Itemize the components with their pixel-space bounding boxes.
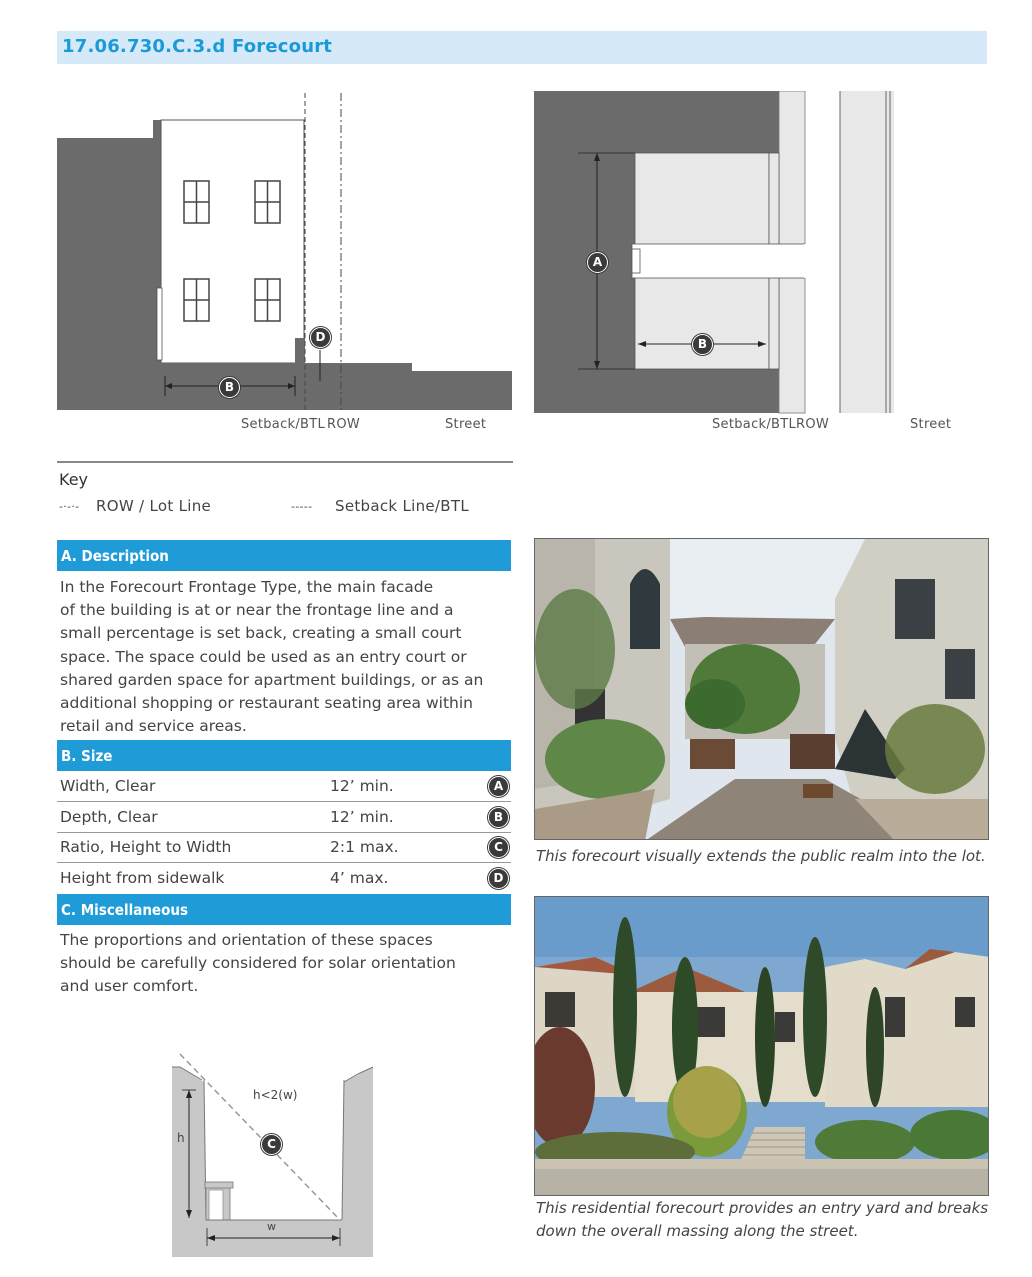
text-line: additional shopping or restaurant seating area within [60, 694, 473, 713]
size-value: 12’ min. [330, 808, 394, 826]
plan-label-street: Street [910, 417, 952, 432]
table-row [57, 864, 511, 894]
residential-photo [534, 896, 989, 1196]
section-c-header [57, 894, 511, 925]
page-title: 17.06.730.C.3.d Forecourt [62, 36, 333, 57]
section-a-body [60, 576, 510, 738]
text-line: small percentage is set back, creating a small court [60, 624, 462, 643]
plan-marker-a: A [587, 252, 608, 273]
elevation-marker-d: D [310, 327, 331, 348]
plan-diagram [534, 91, 894, 416]
ratio-w-label: w [267, 1220, 276, 1233]
section-a-header [57, 540, 511, 571]
size-value: 2:1 max. [330, 838, 399, 856]
elevation-label-setback: Setback/BTL [241, 417, 326, 432]
text-line: In the Forecourt Frontage Type, the main facade [60, 578, 434, 596]
key-divider [57, 461, 513, 463]
plan-marker-b: B [692, 334, 713, 355]
ratio-h-label: h [177, 1131, 185, 1145]
elevation-marker-b: B [219, 377, 240, 398]
size-badge: A [488, 776, 509, 797]
section-a-title: A. Description [61, 547, 169, 565]
size-value: 12’ min. [330, 777, 394, 795]
elevation-label-street: Street [445, 417, 487, 432]
ratio-marker-c: C [261, 1134, 282, 1155]
key-row-label: ROW / Lot Line [96, 497, 212, 515]
caption-line: down the overall massing along the street. [536, 1222, 859, 1240]
text-line: The proportions and orientation of these spaces [60, 931, 433, 949]
table-row [57, 772, 511, 802]
size-label: Height from sidewalk [60, 869, 225, 887]
elevation-diagram [57, 88, 517, 418]
text-line: retail and service areas. [60, 717, 247, 736]
section-c-body [60, 929, 510, 999]
photo-caption-1: This forecourt visually extends the public realm into the lot. [536, 847, 986, 865]
size-badge: C [488, 837, 509, 858]
size-label: Depth, Clear [60, 808, 158, 826]
key-setback-symbol: ----- [291, 500, 313, 513]
section-b-header [57, 740, 511, 771]
text-line: shared garden space for apartment buildings, or as an [60, 670, 484, 689]
forecourt-photo [534, 538, 989, 840]
plan-label-setback-row: Setback/BTLROW [712, 417, 830, 432]
text-line: space. The space could be used as an entry court or [60, 647, 467, 666]
table-row [57, 803, 511, 833]
ratio-formula: h<2(w) [253, 1088, 298, 1102]
elevation-label-row: ROW [327, 417, 361, 432]
size-label: Ratio, Height to Width [60, 838, 232, 856]
section-c-title: C. Miscellaneous [61, 901, 188, 919]
text-line: of the building is at or near the frontage line and a [60, 601, 454, 620]
section-b-title: B. Size [61, 747, 113, 765]
photo-caption-2 [536, 1197, 988, 1243]
size-value: 4’ max. [330, 869, 389, 887]
key-setback-label: Setback Line/BTL [335, 497, 469, 515]
size-label: Width, Clear [60, 777, 156, 795]
key-title: Key [59, 470, 89, 489]
caption-line: This residential forecourt provides an entry yard and breaks [536, 1199, 989, 1217]
size-badge: B [488, 807, 509, 828]
size-badge: D [488, 868, 509, 889]
text-line: should be carefully considered for solar orientation [60, 954, 456, 973]
text-line: and user comfort. [60, 977, 199, 996]
key-row-symbol: -·-·- [59, 500, 80, 513]
table-row [57, 833, 511, 863]
